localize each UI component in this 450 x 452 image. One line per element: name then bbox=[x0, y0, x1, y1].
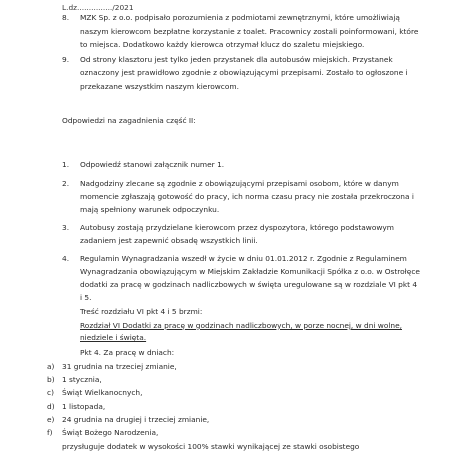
list-item-text: 31 grudnia na trzeciej zmianie, bbox=[62, 361, 177, 373]
closing-line: przysługuje dodatek w wysokości 100% stawki wynikającej ze stawki osobistego bbox=[62, 441, 359, 452]
list-item-text: 1 listopada, bbox=[62, 401, 105, 413]
chapter-title-line: Rozdział VI Dodatki za pracę w godzinach nadliczbowych, w porze nocnej, w dni wolne, bbox=[80, 320, 402, 332]
item-number: 9. bbox=[62, 54, 69, 66]
list-item-text: Świąt Wielkanocnych, bbox=[62, 387, 142, 399]
item-line: Autobusy zostają przydzielane kierowcom przez dyspozytora, którego podstawowym bbox=[80, 222, 394, 234]
item-line: Od strony klasztoru jest tylko jeden przystanek dla autobusów miejskich. Przystanek bbox=[80, 54, 393, 66]
list-letter: a) bbox=[47, 361, 54, 373]
list-letter: c) bbox=[47, 387, 54, 399]
item-line: Odpowiedź stanowi załącznik numer 1. bbox=[80, 159, 224, 171]
item-line: naszym kierowcom bezpłatne korzystanie z toalet. Pracownicy zostali poinformowani, które bbox=[80, 26, 418, 38]
item-line: momencie zgłaszają gotowość do pracy, ich norma czasu pracy nie została przekroczona i bbox=[80, 191, 414, 203]
item-line: oznaczony jest prawidłowo zgodnie z obowiązującymi przepisami. Zostało to ogłoszone i bbox=[80, 67, 408, 79]
item-line: i 5. bbox=[80, 292, 91, 304]
list-letter: f) bbox=[47, 427, 53, 439]
reference-number: L.dz.............../2021 bbox=[62, 2, 134, 14]
item-line: Regulamin Wynagradzania wszedł w życie w dniu 01.01.2012 r. Zgodnie z Regulaminem bbox=[80, 253, 407, 265]
list-item-text: Świąt Bożego Narodzenia, bbox=[62, 427, 158, 439]
item-line: MZK Sp. z o.o. podpisało porozumienia z podmiotami zewnętrznymi, które umożliwiają bbox=[80, 12, 400, 24]
list-item-text: 1 stycznia, bbox=[62, 374, 102, 386]
quote-intro: Treść rozdziału VI pkt 4 i 5 brzmi: bbox=[80, 306, 202, 318]
section-heading: Odpowiedzi na zagadnienia część II: bbox=[62, 115, 196, 127]
item-line: to miejsca. Dodatkowo każdy kierowca otrzymał klucz do szaletu miejskiego. bbox=[80, 39, 364, 51]
pkt4-heading: Pkt 4. Za pracę w dniach: bbox=[80, 347, 174, 359]
list-letter: d) bbox=[47, 401, 55, 413]
chapter-title-line: niedziele i święta. bbox=[80, 332, 146, 344]
item-number: 1. bbox=[62, 159, 69, 171]
item-line: dodatki za pracę w godzinach nadliczbowych w święta uregulowane są w rozdziale VI pkt 4 bbox=[80, 279, 417, 291]
item-number: 4. bbox=[62, 253, 69, 265]
item-number: 8. bbox=[62, 12, 69, 24]
item-line: mają spełniony warunek odpoczynku. bbox=[80, 204, 219, 216]
item-line: Nadgodziny zlecane są zgodnie z obowiązującymi przepisami osobom, które w danym bbox=[80, 178, 399, 190]
list-item-text: 24 grudnia na drugiej i trzeciej zmianie, bbox=[62, 414, 209, 426]
item-line: zadaniem jest zapewnić obsadę wszystkich linii. bbox=[80, 235, 258, 247]
item-line: Wynagradzania obowiązującym w Miejskim Zakładzie Komunikacji Spółka z o.o. w Ostrołęce bbox=[80, 266, 420, 278]
list-letter: b) bbox=[47, 374, 55, 386]
item-line: przekazane wszystkim naszym kierowcom. bbox=[80, 81, 239, 93]
item-number: 3. bbox=[62, 222, 69, 234]
list-letter: e) bbox=[47, 414, 54, 426]
item-number: 2. bbox=[62, 178, 69, 190]
